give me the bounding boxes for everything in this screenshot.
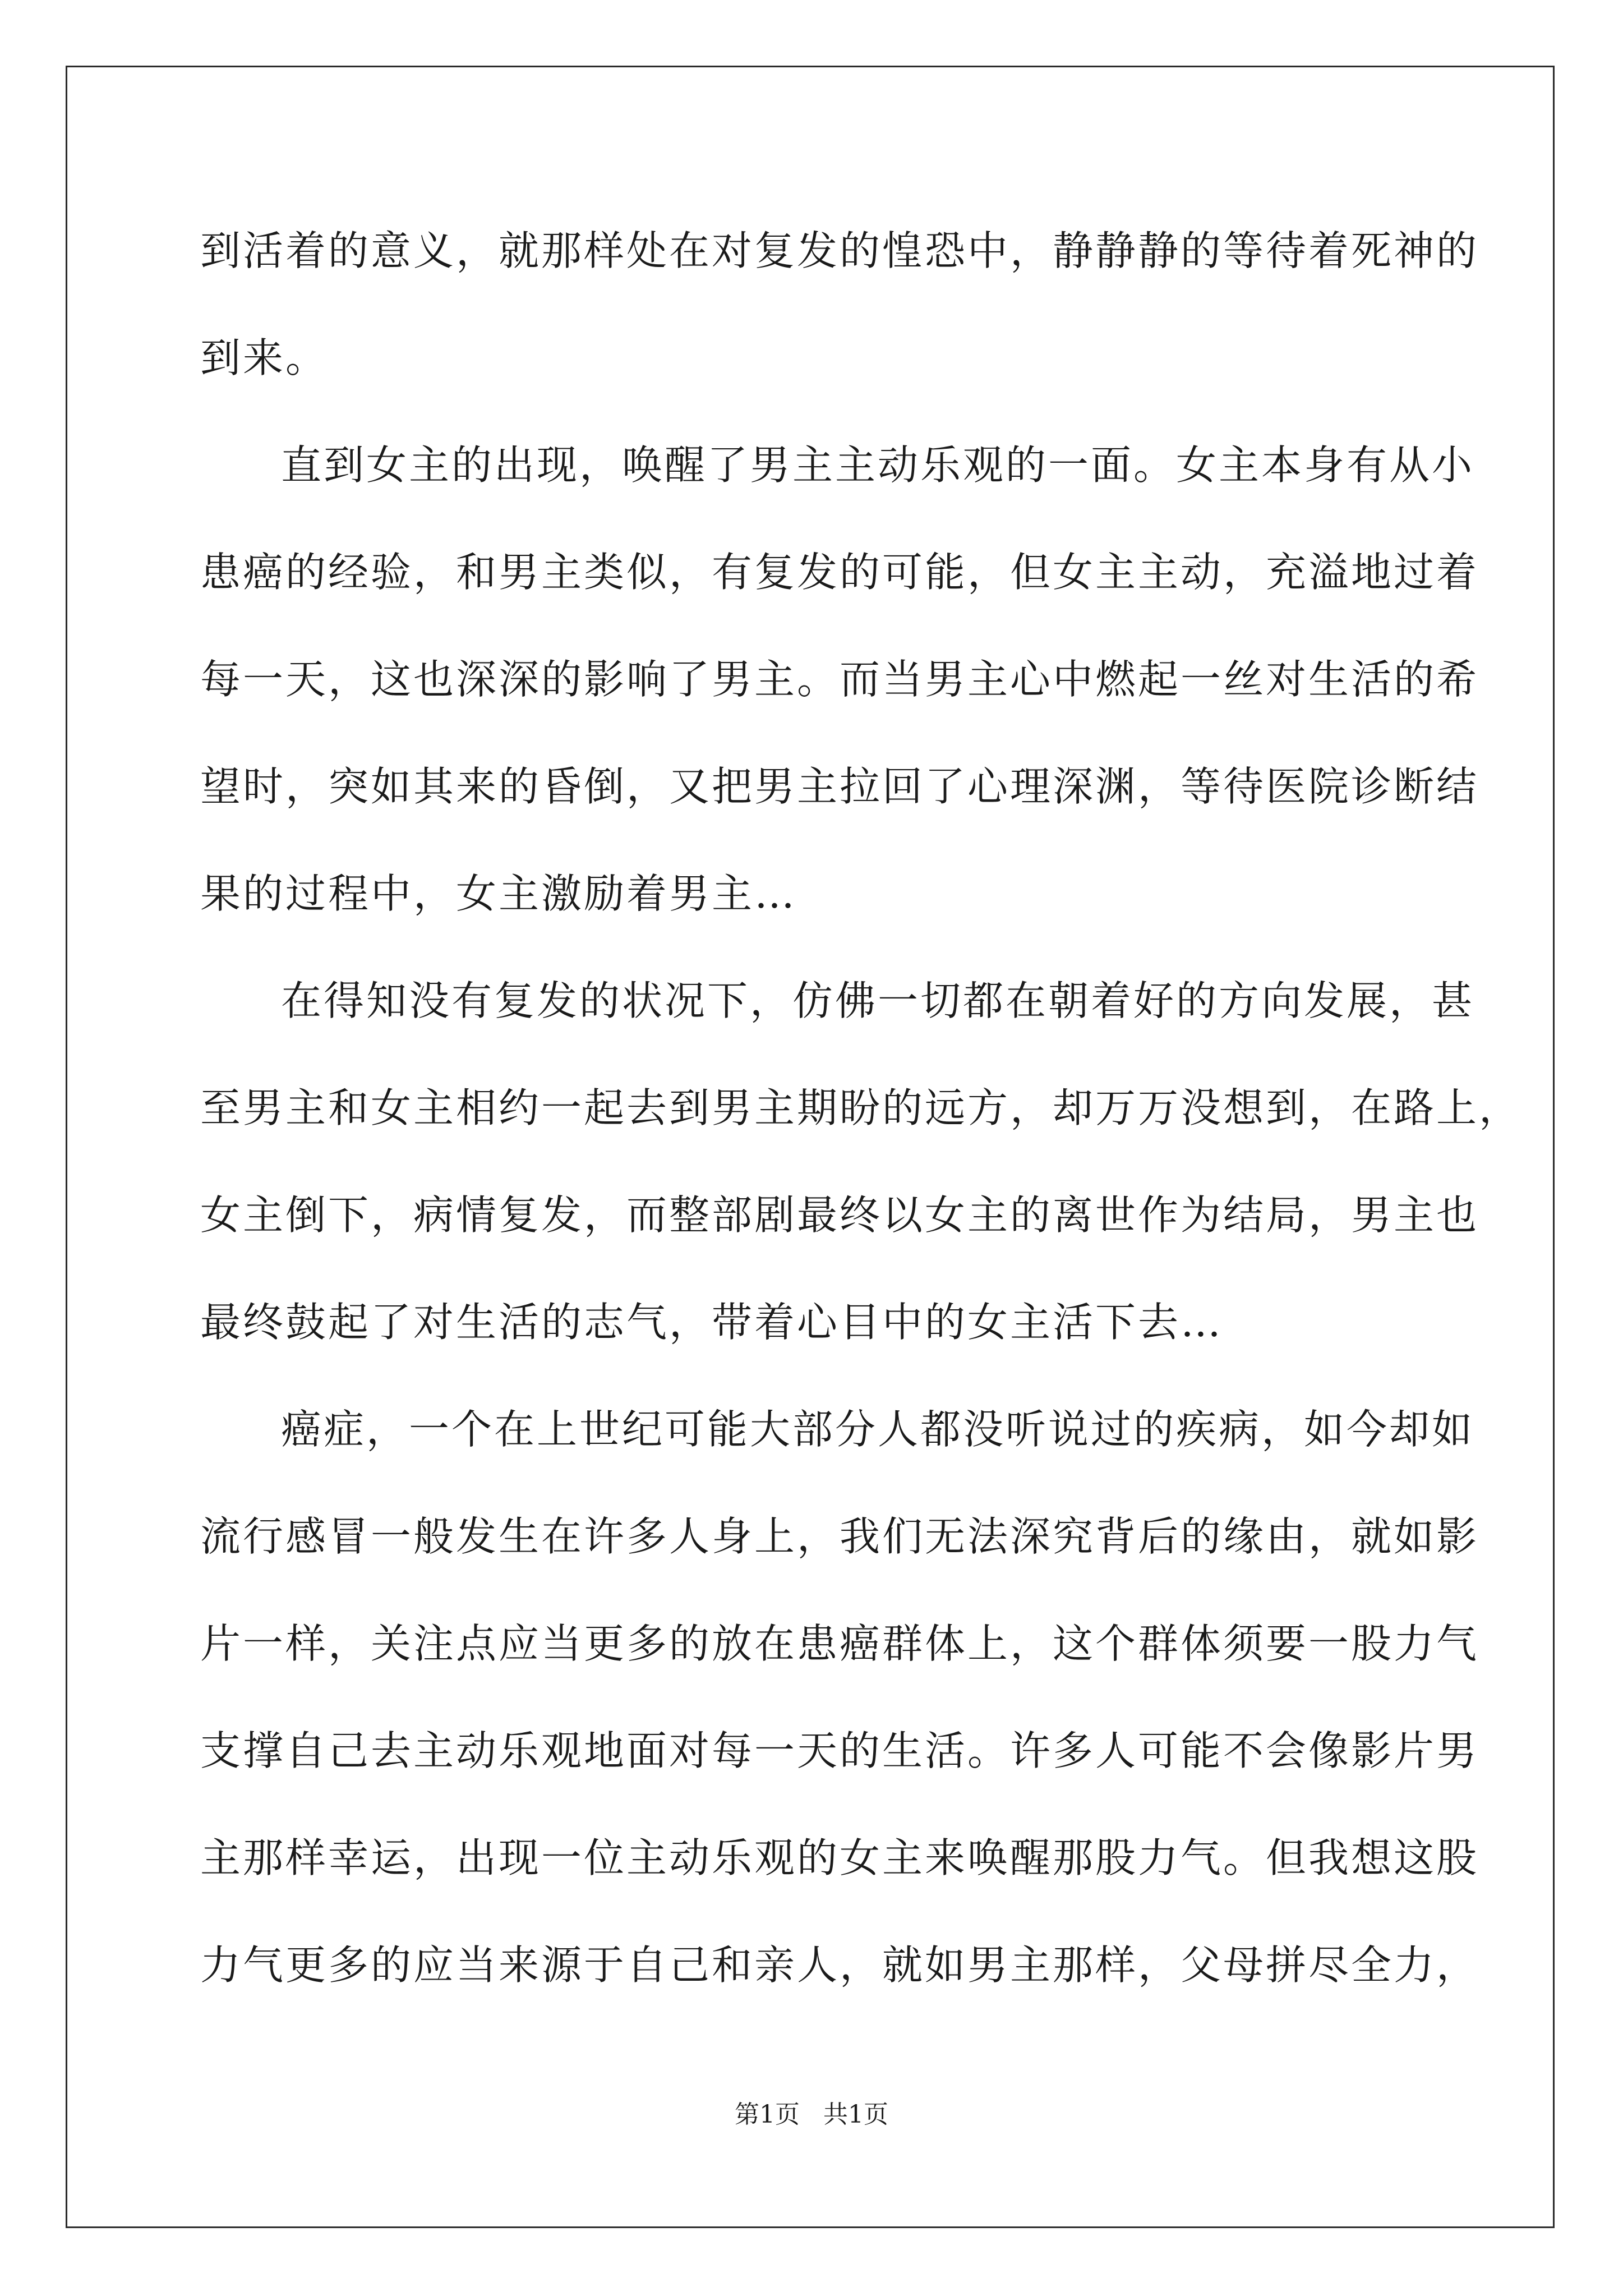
text-line: 女主倒下，病情复发，而整部剧最终以女主的离世作为结局，男主也 xyxy=(200,1191,1479,1239)
text-line: 最终鼓起了对生活的志气，带着心目中的女主活下去… xyxy=(200,1299,1224,1346)
text-line: 望时，突如其来的昏倒，又把男主拉回了心理深渊，等待医院诊断结 xyxy=(200,763,1479,810)
text-line: 主那样幸运，出现一位主动乐观的女主来唤醒那股力气。但我想这股 xyxy=(200,1834,1479,1881)
text-line: 癌症，一个在上世纪可能大部分人都没听说过的疾病，如今却如 xyxy=(281,1406,1475,1453)
text-line: 在得知没有复发的状况下，仿佛一切都在朝着好的方向发展，甚 xyxy=(281,977,1475,1024)
text-line: 片一样，关注点应当更多的放在患癌群体上，这个群体须要一股力气 xyxy=(200,1620,1479,1667)
page-number-footer: 第1页 共1页 xyxy=(735,2100,888,2129)
text-line: 直到女主的出现，唤醒了男主主动乐观的一面。女主本身有从小 xyxy=(281,441,1475,489)
text-line: 果的过程中，女主激励着男主… xyxy=(200,870,797,917)
text-line: 流行感冒一般发生在许多人身上，我们无法深究背后的缘由，就如影 xyxy=(200,1513,1479,1560)
text-line: 至男主和女主相约一起去到男主期盼的远方，却万万没想到，在路上， xyxy=(200,1084,1522,1131)
text-line: 到活着的意义，就那样处在对复发的惶恐中，静静静的等待着死神的 xyxy=(200,227,1479,274)
text-line: 每一天，这也深深的影响了男主。而当男主心中燃起一丝对生活的希 xyxy=(200,656,1479,703)
text-line: 患癌的经验，和男主类似，有复发的可能，但女主主动，充溢地过着 xyxy=(200,549,1479,596)
text-line: 力气更多的应当来源于自己和亲人，就如男主那样，父母拼尽全力， xyxy=(200,1941,1479,1989)
document-body xyxy=(200,209,1522,2030)
text-line: 支撑自己去主动乐观地面对每一天的生活。许多人可能不会像影片男 xyxy=(200,1727,1479,1774)
text-line: 到来。 xyxy=(200,334,329,381)
